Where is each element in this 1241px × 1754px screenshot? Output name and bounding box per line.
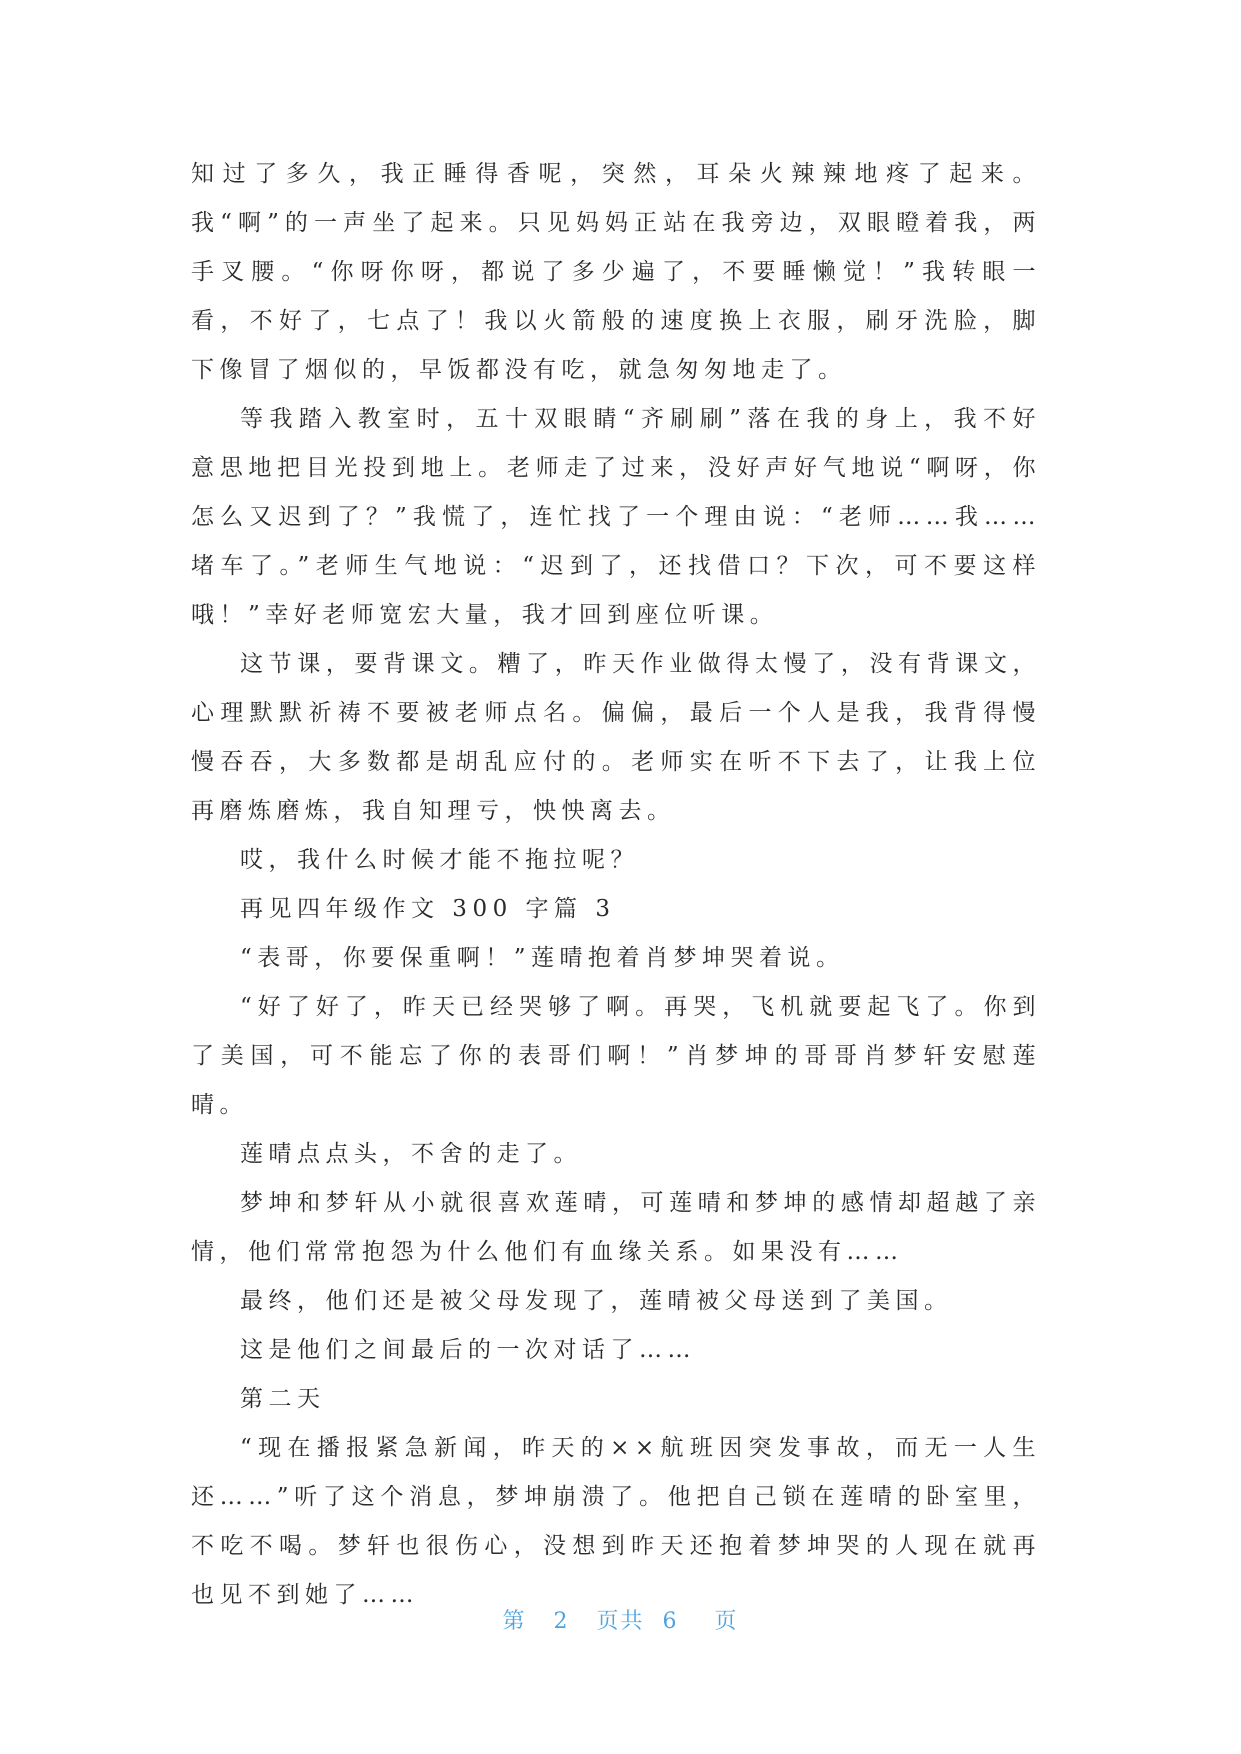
section-heading: 再见四年级作文 300 字篇 3: [240, 896, 616, 922]
page-number-footer: [0, 1604, 1241, 1635]
page-total: 6: [662, 1609, 679, 1634]
page-label-suffix: 页: [714, 1609, 739, 1634]
paragraph: 第二天: [240, 1386, 326, 1412]
paragraph: 莲晴点点头，不舍的走了。: [240, 1141, 582, 1167]
document-body: [191, 150, 1041, 1620]
page-current: 2: [553, 1609, 570, 1634]
paragraph: 知过了多久，我正睡得香呢，突然，耳朵火辣辣地疼了起来。我“啊”的一声坐了起来。只见妈妈正站在我旁边，双眼瞪着我，两手叉腰。“你呀你呀，都说了多少遍了，不要睡懒觉！”我转眼一看，不好了，七点了！我以火箭般的速度换上衣服，刷牙洗脸，脚下像冒了烟似的，早饭都没有吃，就急匆匆地走了。: [191, 161, 1041, 383]
paragraph: “现在播报紧急新闻，昨天的××航班因突发事故，而无一人生还……”听了这个消息，梦坤崩溃了。他把自己锁在莲晴的卧室里，不吃不喝。梦轩也很伤心，没想到昨天还抱着梦坤哭的人现在就再也见不到她了……: [191, 1435, 1041, 1608]
paragraph: 梦坤和梦轩从小就很喜欢莲晴，可莲晴和梦坤的感情却超越了亲情，他们常常抱怨为什么他们有血缘关系。如果没有……: [191, 1190, 1041, 1265]
paragraph: 这是他们之间最后的一次对话了……: [240, 1337, 696, 1363]
paragraph: “表哥，你要保重啊！”莲晴抱着肖梦坤哭着说。: [240, 945, 845, 971]
paragraph: 等我踏入教室时，五十双眼睛“齐刷刷”落在我的身上，我不好意思地把目光投到地上。老师走了过来，没好声好气地说“啊呀，你怎么又迟到了？”我慌了，连忙找了一个理由说：“老师……我……堵车了。”老师生气地说：“迟到了，还找借口？下次，可不要这样哦！”幸好老师宽宏大量，我才回到座位听课。: [191, 406, 1041, 628]
paragraph: 最终，他们还是被父母发现了，莲晴被父母送到了美国。: [240, 1288, 953, 1314]
page-label-mid: 页共: [596, 1609, 645, 1634]
paragraph: “好了好了，昨天已经哭够了啊。再哭，飞机就要起飞了。你到了美国，可不能忘了你的表哥们啊！”肖梦坤的哥哥肖梦轩安慰莲晴。: [191, 994, 1041, 1118]
paragraph: 哎，我什么时候才能不拖拉呢？: [240, 847, 639, 873]
page-label-prefix: 第: [502, 1609, 527, 1634]
paragraph: 这节课，要背课文。糟了，昨天作业做得太慢了，没有背课文，心理默默祈祷不要被老师点名。偏偏，最后一个人是我，我背得慢慢吞吞，大多数都是胡乱应付的。老师实在听不下去了，让我上位再磨炼磨炼，我自知理亏，怏怏离去。: [191, 651, 1041, 824]
